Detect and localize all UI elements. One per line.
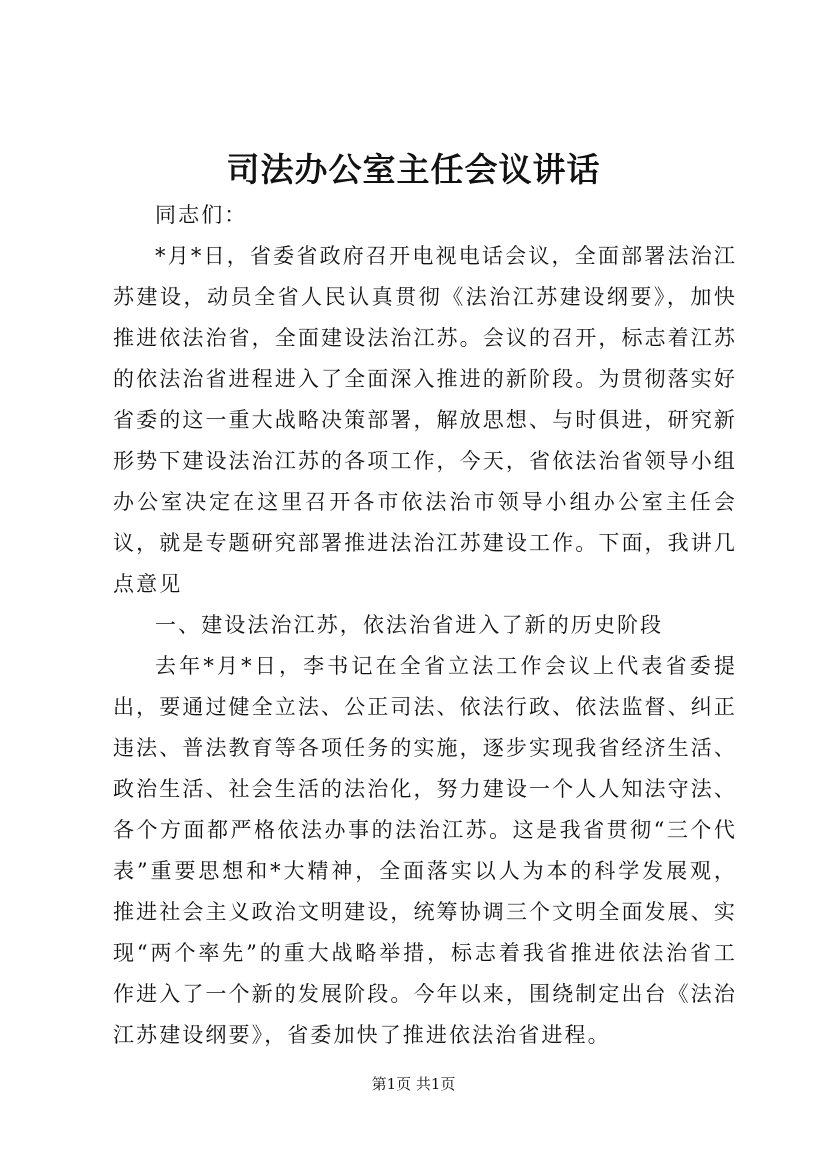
salutation-paragraph: 同志们： [155,203,248,227]
section-heading: 一、建设法治江苏，依法治省进入了新的历史阶段 [155,613,664,637]
body-paragraph: 去年*月*日，李书记在全省立法工作会议上代表省委提出，要通过健全立法、公正司法、依法行政、依法监督、纠正违法、普法教育等各项任务的实施，逐步实现我省经济生活、政治生活、社会生活的法治化，努力建设一个人人知法守法、各个方面都严格依法办事的法治江苏。这是我省贯彻“三个代表”重要思想和*大精神，全面落实以人为本的科学发展观，推进社会主义政治文明建设，统筹协调三个文明全面发展、实现“两个率先”的重大战略举措，标志着我省推进依法治省工作进入了一个新的发展阶段。今年以来，围绕制定出台《法治江苏建设纲要》，省委加快了推进依法治省进程。 [113,654,737,1047]
body-paragraph: *月*日，省委省政府召开电视电话会议，全面部署法治江苏建设，动员全省人民认真贯彻《法治江苏建设纲要》，加快推进依法治省，全面建设法治江苏。会议的召开，标志着江苏的依法治省进程进入了全面深入推进的新阶段。为贯彻落实好省委的这一重大战略决策部署，解放思想、与时俱进，研究新形势下建设法治江苏的各项工作，今天，省依法治省领导小组办公室决定在这里召开各市依法治市领导小组办公室主任会议，就是专题研究部署推进法治江苏建设工作。下面，我讲几点意见 [113,244,737,596]
document-body [113,195,737,1056]
document-title: 司法办公室主任会议讲话 [226,150,601,189]
page-number-footer: 第1页 共1页 [371,1075,456,1093]
